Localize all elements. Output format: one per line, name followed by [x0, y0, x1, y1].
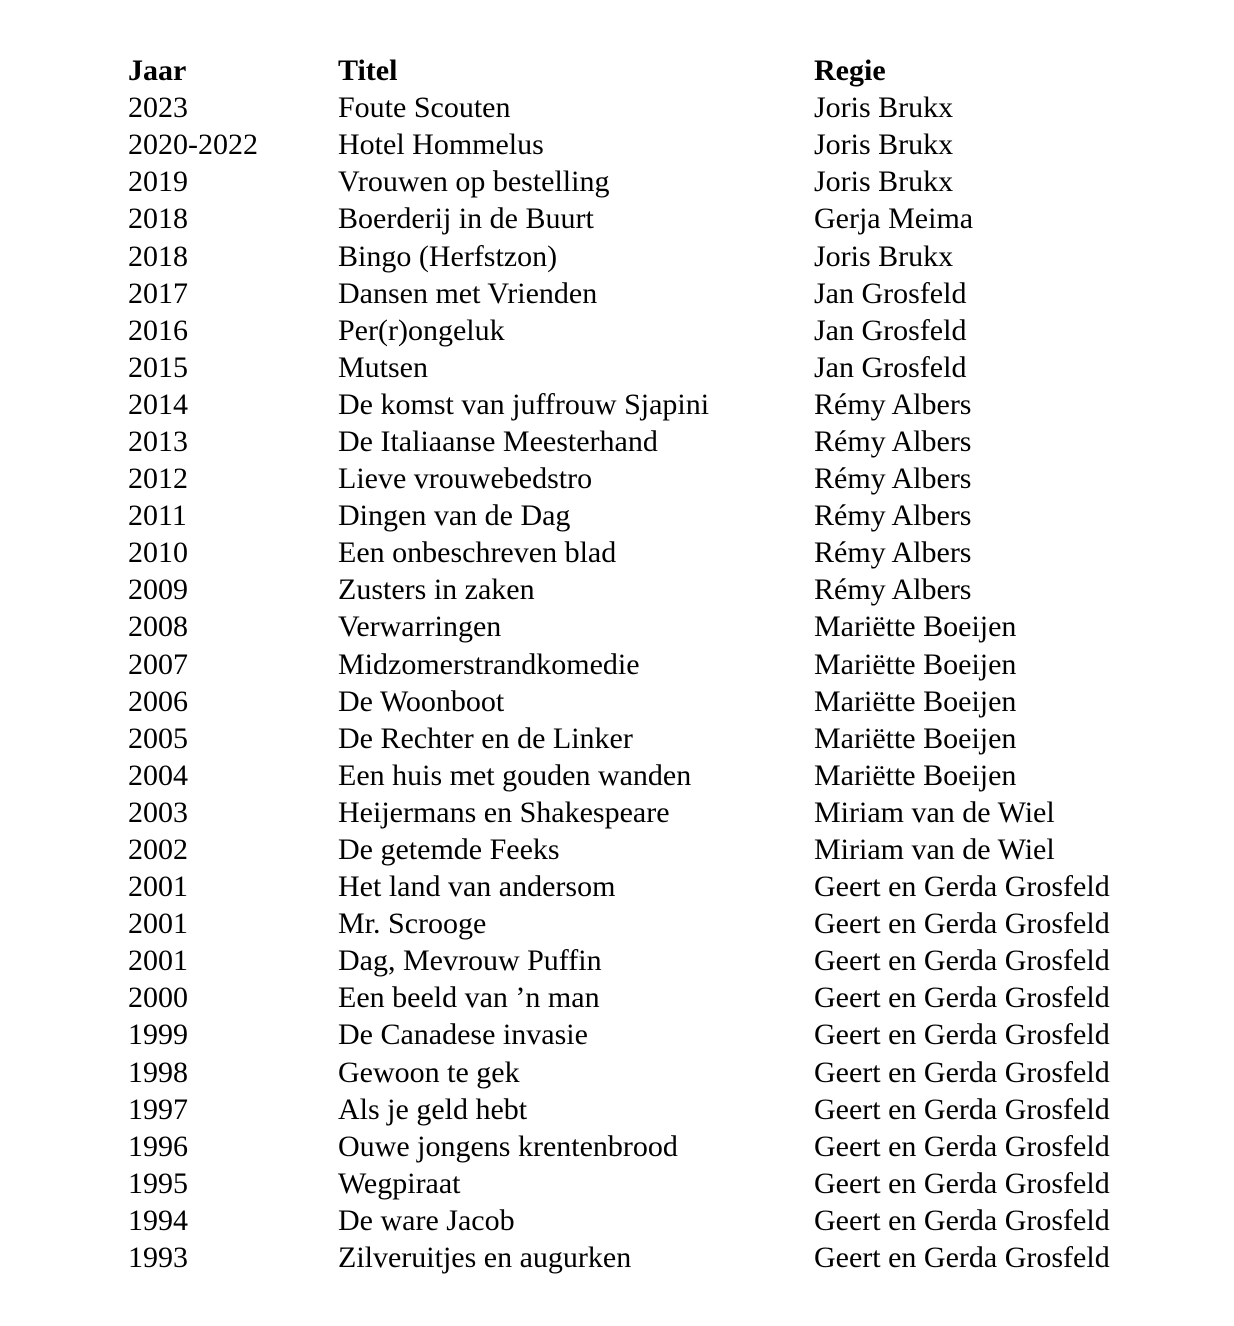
title-cell: Het land van andersom [338, 870, 616, 904]
table-row [128, 1016, 1188, 1053]
title-cell: Een huis met gouden wanden [338, 758, 692, 792]
director-cell: Joris Brukx [814, 165, 954, 199]
title-cell: De Rechter en de Linker [338, 721, 633, 755]
director-cell: Rémy Albers [814, 387, 972, 421]
table-row [128, 349, 1188, 386]
director-cell: Geert en Gerda Grosfeld [814, 1018, 1110, 1052]
table-row [128, 868, 1188, 905]
director-cell: Jan Grosfeld [814, 276, 967, 310]
title-cell: De Canadese invasie [338, 1018, 588, 1052]
year-cell: 1997 [128, 1092, 188, 1126]
director-cell: Miriam van de Wiel [814, 795, 1055, 829]
title-cell: Zilveruitjes en augurken [338, 1241, 632, 1275]
director-cell: Mariëtte Boeijen [814, 758, 1017, 792]
director-cell: Rémy Albers [814, 424, 972, 458]
title-cell: Vrouwen op bestelling [338, 165, 610, 199]
title-cell: Lieve vrouwebedstro [338, 462, 593, 496]
director-cell: Geert en Gerda Grosfeld [814, 944, 1110, 978]
title-cell: Gewoon te gek [338, 1055, 520, 1089]
table-row [128, 275, 1188, 312]
table-row [128, 979, 1188, 1016]
table-row [128, 1054, 1188, 1091]
year-cell: 2003 [128, 795, 188, 829]
title-cell: De komst van juffrouw Sjapini [338, 387, 710, 421]
director-cell: Rémy Albers [814, 573, 972, 607]
year-cell: 2016 [128, 313, 188, 347]
year-cell: 2013 [128, 424, 188, 458]
year-cell: 2017 [128, 276, 188, 310]
year-cell: 2015 [128, 350, 188, 384]
table-row [128, 1128, 1188, 1165]
title-cell: Boerderij in de Buurt [338, 202, 594, 236]
table-row [128, 312, 1188, 349]
director-cell: Joris Brukx [814, 239, 954, 273]
title-cell: Per(r)ongeluk [338, 313, 505, 347]
title-cell: Zusters in zaken [338, 573, 535, 607]
year-cell: 2012 [128, 462, 188, 496]
table-row [128, 905, 1188, 942]
title-cell: Een onbeschreven blad [338, 536, 617, 570]
title-cell: Verwarringen [338, 610, 502, 644]
director-cell: Mariëtte Boeijen [814, 647, 1017, 681]
table-row [128, 126, 1188, 163]
year-cell: 2001 [128, 907, 188, 941]
column-header-year: Jaar [128, 54, 187, 88]
director-cell: Jan Grosfeld [814, 350, 967, 384]
year-cell: 1993 [128, 1241, 188, 1275]
director-cell: Geert en Gerda Grosfeld [814, 1166, 1110, 1200]
director-cell: Mariëtte Boeijen [814, 721, 1017, 755]
director-cell: Miriam van de Wiel [814, 833, 1055, 867]
director-cell: Mariëtte Boeijen [814, 684, 1017, 718]
table-row [128, 423, 1188, 460]
table-row [128, 237, 1188, 274]
director-cell: Rémy Albers [814, 499, 972, 533]
year-cell: 2011 [128, 499, 187, 533]
table-row [128, 1091, 1188, 1128]
year-cell: 1999 [128, 1018, 188, 1052]
director-cell: Geert en Gerda Grosfeld [814, 870, 1110, 904]
director-cell: Jan Grosfeld [814, 313, 967, 347]
table-row [128, 831, 1188, 868]
director-cell: Geert en Gerda Grosfeld [814, 1129, 1110, 1163]
year-cell: 2007 [128, 647, 188, 681]
title-cell: Ouwe jongens krentenbrood [338, 1129, 678, 1163]
year-cell: 1998 [128, 1055, 188, 1089]
director-cell: Geert en Gerda Grosfeld [814, 907, 1110, 941]
title-cell: Mr. Scrooge [338, 907, 487, 941]
title-cell: De getemde Feeks [338, 833, 560, 867]
title-cell: Dansen met Vrienden [338, 276, 598, 310]
title-cell: Een beeld van ’n man [338, 981, 600, 1015]
year-cell: 2014 [128, 387, 188, 421]
title-cell: Hotel Hommelus [338, 128, 544, 162]
table-row [128, 1202, 1188, 1239]
table-row [128, 683, 1188, 720]
year-cell: 2004 [128, 758, 188, 792]
title-cell: Dingen van de Dag [338, 499, 571, 533]
director-cell: Joris Brukx [814, 91, 954, 125]
table-row [128, 720, 1188, 757]
column-header-director: Regie [814, 54, 886, 88]
director-cell: Joris Brukx [814, 128, 954, 162]
year-cell: 2002 [128, 833, 188, 867]
year-cell: 2000 [128, 981, 188, 1015]
column-header-title: Titel [338, 54, 398, 88]
table-row [128, 534, 1188, 571]
table-row [128, 497, 1188, 534]
title-cell: De Woonboot [338, 684, 505, 718]
table-row [128, 1239, 1188, 1276]
title-cell: De Italiaanse Meesterhand [338, 424, 658, 458]
table-body [128, 89, 1188, 1276]
title-cell: Bingo (Herfstzon) [338, 239, 558, 273]
year-cell: 2009 [128, 573, 188, 607]
table-row [128, 757, 1188, 794]
year-cell: 2018 [128, 202, 188, 236]
table-row [128, 794, 1188, 831]
title-cell: Als je geld hebt [338, 1092, 528, 1126]
year-cell: 2018 [128, 239, 188, 273]
table-header-row [128, 52, 1188, 89]
director-cell: Gerja Meima [814, 202, 974, 236]
year-cell: 2001 [128, 870, 188, 904]
year-cell: 2020-2022 [128, 128, 258, 162]
table-row [128, 646, 1188, 683]
year-cell: 2005 [128, 721, 188, 755]
year-cell: 2001 [128, 944, 188, 978]
table-row [128, 942, 1188, 979]
title-cell: Foute Scouten [338, 91, 511, 125]
director-cell: Geert en Gerda Grosfeld [814, 1092, 1110, 1126]
table-row [128, 460, 1188, 497]
table-row [128, 1165, 1188, 1202]
year-cell: 2006 [128, 684, 188, 718]
director-cell: Geert en Gerda Grosfeld [814, 1241, 1110, 1275]
director-cell: Rémy Albers [814, 536, 972, 570]
title-cell: De ware Jacob [338, 1203, 515, 1237]
year-cell: 1996 [128, 1129, 188, 1163]
year-cell: 1995 [128, 1166, 188, 1200]
year-cell: 2023 [128, 91, 188, 125]
year-cell: 2008 [128, 610, 188, 644]
table-row [128, 608, 1188, 645]
title-cell: Dag, Mevrouw Puffin [338, 944, 602, 978]
year-cell: 2019 [128, 165, 188, 199]
director-cell: Geert en Gerda Grosfeld [814, 1055, 1110, 1089]
title-cell: Heijermans en Shakespeare [338, 795, 670, 829]
table-row [128, 200, 1188, 237]
productions-table [128, 52, 1188, 1276]
table-row [128, 163, 1188, 200]
table-row [128, 386, 1188, 423]
title-cell: Midzomerstrandkomedie [338, 647, 640, 681]
director-cell: Geert en Gerda Grosfeld [814, 1203, 1110, 1237]
year-cell: 1994 [128, 1203, 188, 1237]
table-row [128, 571, 1188, 608]
title-cell: Mutsen [338, 350, 428, 384]
director-cell: Geert en Gerda Grosfeld [814, 981, 1110, 1015]
director-cell: Rémy Albers [814, 462, 972, 496]
year-cell: 2010 [128, 536, 188, 570]
title-cell: Wegpiraat [338, 1166, 461, 1200]
director-cell: Mariëtte Boeijen [814, 610, 1017, 644]
table-row [128, 89, 1188, 126]
